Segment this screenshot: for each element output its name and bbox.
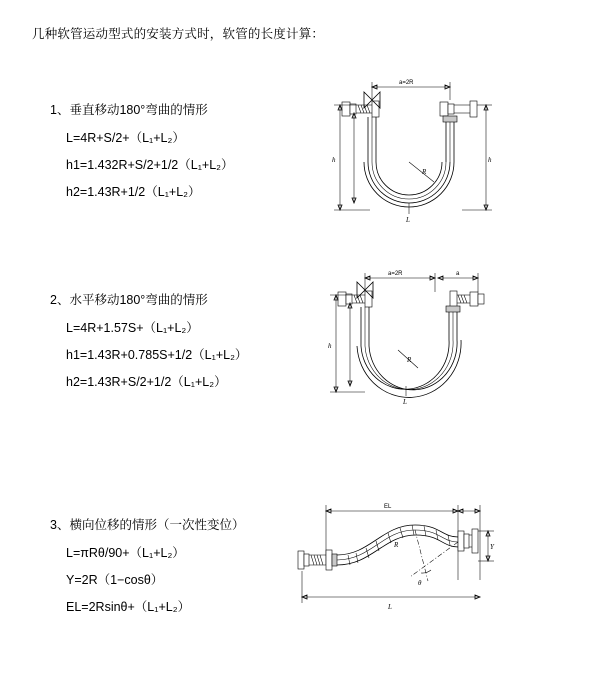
section-1-title: 1、垂直移动180°弯曲的情形 [50, 103, 208, 117]
svg-text:R: R [394, 541, 399, 549]
svg-text:a=2R: a=2R [399, 80, 414, 86]
section-3-formula-3: EL=2Rsinθ+（L₁+L₂） [66, 600, 191, 614]
svg-text:h: h [328, 342, 332, 350]
svg-text:L: L [403, 398, 407, 406]
section-1-formula-2: h1=1.432R+S/2+1/2（L₁+L₂） [66, 158, 234, 172]
section-3-formula-2: Y=2R（1−cosθ） [66, 573, 164, 587]
svg-text:h: h [332, 156, 336, 164]
section-3-title: 3、横向位移的情形（一次性变位） [50, 518, 245, 532]
section-1-drawing [310, 70, 500, 270]
section-2-formula-2: h1=1.43R+0.785S+1/2（L₁+L₂） [66, 348, 248, 362]
section-1-formula-3: h2=1.43R+1/2（L₁+L₂） [66, 185, 201, 199]
section-3-drawing [290, 485, 500, 635]
svg-text:a: a [456, 271, 460, 277]
svg-text:h: h [488, 156, 492, 164]
svg-text:L: L [406, 216, 410, 224]
svg-text:a=2R: a=2R [388, 271, 403, 277]
section-2-formula-3: h2=1.43R+S/2+1/2（L₁+L₂） [66, 375, 227, 389]
svg-text:EL: EL [384, 504, 392, 510]
section-2-drawing [310, 260, 500, 440]
svg-text:Y: Y [490, 543, 494, 551]
svg-text:θ: θ [418, 579, 422, 587]
section-1-formula-1: L=4R+S/2+（L₁+L₂） [66, 131, 185, 145]
svg-text:R: R [407, 356, 412, 364]
section-3-formula-1: L=πRθ/90+（L₁+L₂） [66, 546, 185, 560]
page-title: 几种软管运动型式的安装方式时，软管的长度计算： [32, 27, 325, 41]
svg-text:L: L [388, 603, 392, 611]
section-2-text [50, 290, 340, 399]
section-2-title: 2、水平移动180°弯曲的情形 [50, 293, 208, 307]
section-1-text [50, 100, 340, 209]
section-2-formula-1: L=4R+1.57S+（L₁+L₂） [66, 321, 199, 335]
svg-text:R: R [422, 168, 427, 176]
